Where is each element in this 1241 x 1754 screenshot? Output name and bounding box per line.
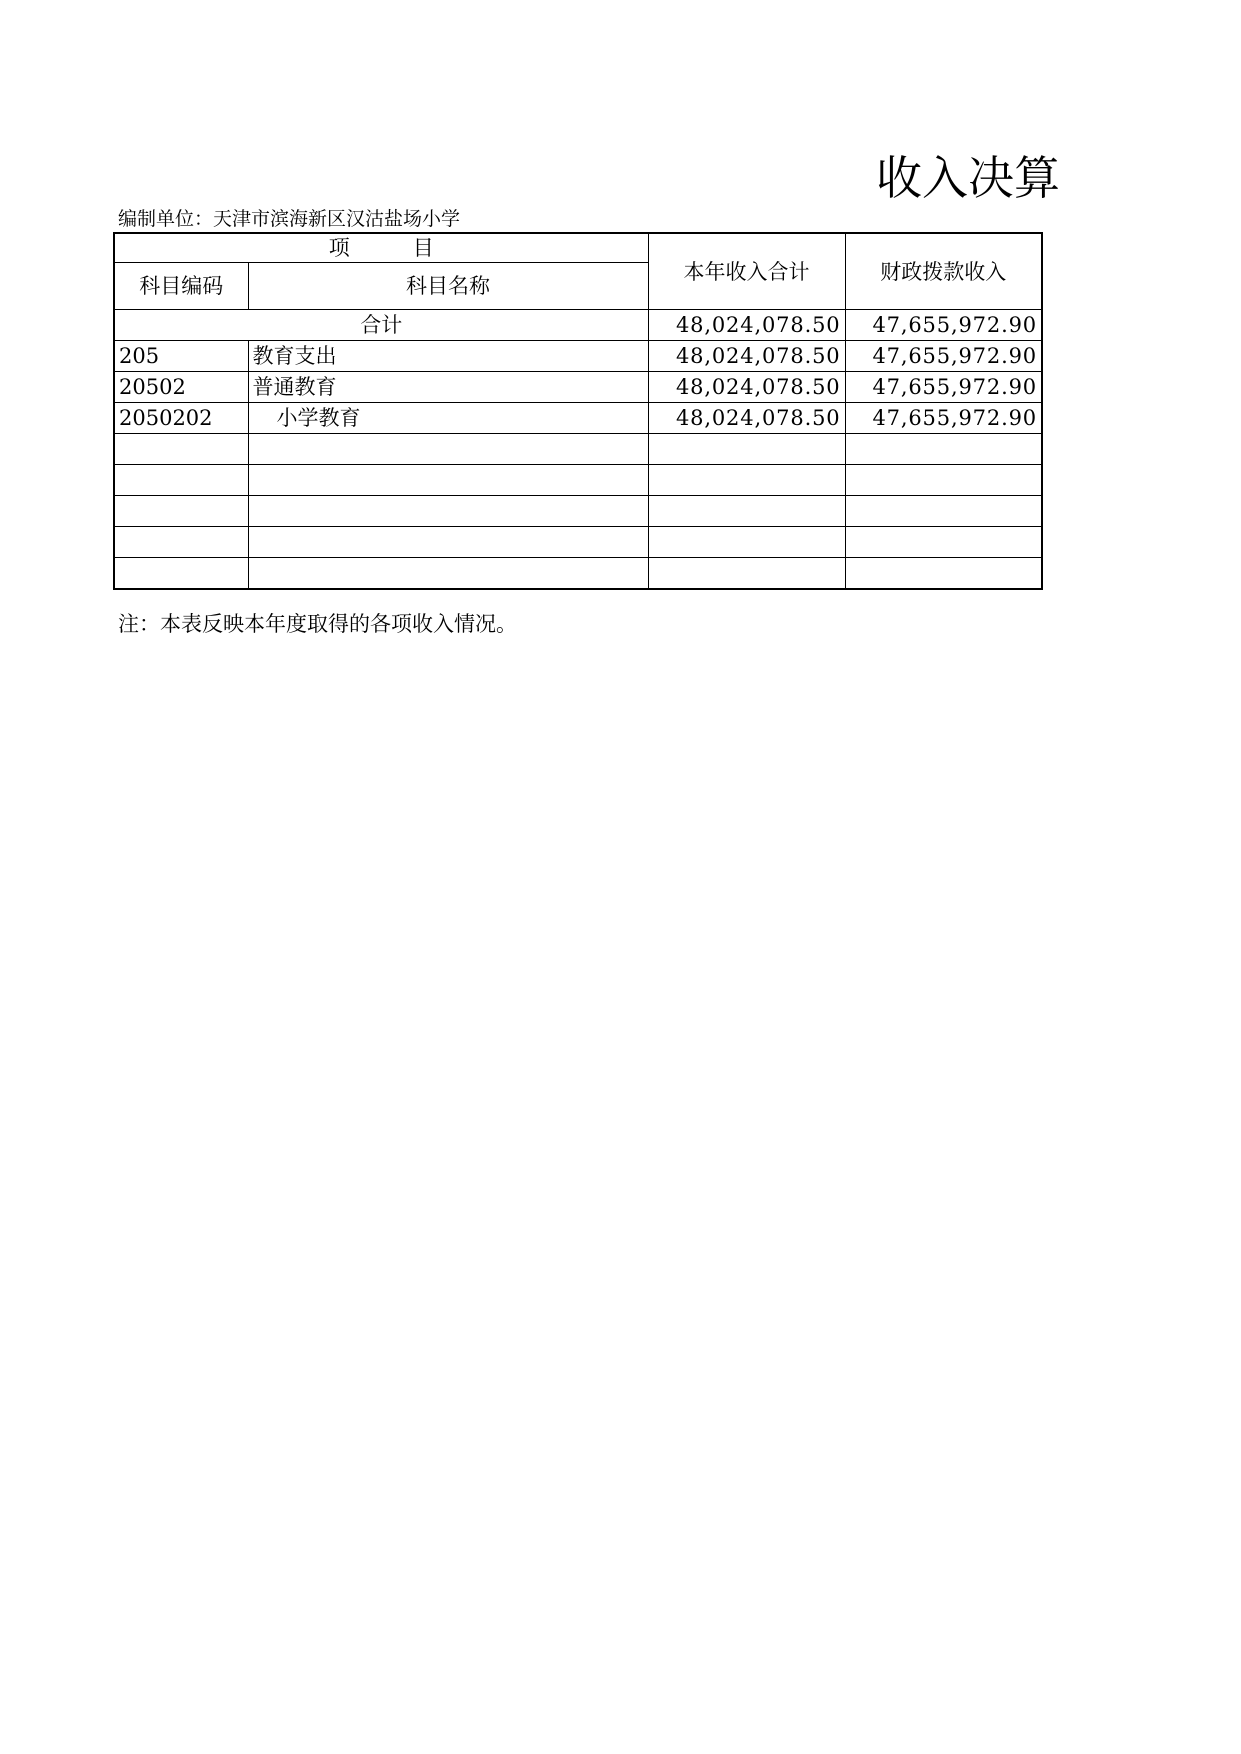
total-fiscal-cell: 47,655,972.90: [845, 310, 1042, 341]
subject-name-cell: 普通教育: [248, 372, 648, 403]
fiscal-income-cell: 47,655,972.90: [845, 403, 1042, 434]
table-row: [114, 372, 1042, 403]
subject-name-cell: 教育支出: [248, 341, 648, 372]
header-total-income: 本年收入合计: [648, 233, 845, 310]
header-fiscal-income: 财政拨款收入: [845, 233, 1042, 310]
empty-cell: [248, 434, 648, 465]
table-row: [114, 403, 1042, 434]
empty-cell: [648, 558, 845, 590]
empty-cell: [845, 527, 1042, 558]
fiscal-income-cell: 47,655,972.90: [845, 372, 1042, 403]
empty-row: [114, 434, 1042, 465]
empty-cell: [248, 465, 648, 496]
subject-code-cell: 205: [114, 341, 248, 372]
empty-cell: [648, 465, 845, 496]
total-row: [114, 310, 1042, 341]
header-subject-name: 科目名称: [248, 263, 648, 310]
total-income-cell: 48,024,078.50: [648, 310, 845, 341]
empty-cell: [648, 496, 845, 527]
total-label: 合计: [114, 310, 648, 341]
empty-row: [114, 465, 1042, 496]
empty-cell: [845, 496, 1042, 527]
table-row: [114, 341, 1042, 372]
empty-cell: [114, 434, 248, 465]
total-income-cell: 48,024,078.50: [648, 341, 845, 372]
compiling-unit: 编制单位：天津市滨海新区汉沽盐场小学: [118, 208, 461, 230]
empty-cell: [114, 527, 248, 558]
page-title: 收入决算: [876, 151, 1060, 205]
empty-cell: [248, 558, 648, 590]
empty-row: [114, 496, 1042, 527]
empty-cell: [845, 558, 1042, 590]
empty-cell: [648, 434, 845, 465]
empty-cell: [845, 465, 1042, 496]
empty-cell: [648, 527, 845, 558]
subject-code-cell: 2050202: [114, 403, 248, 434]
fiscal-income-cell: 47,655,972.90: [845, 341, 1042, 372]
total-income-cell: 48,024,078.50: [648, 372, 845, 403]
empty-row: [114, 558, 1042, 590]
header-subject-code: 科目编码: [114, 263, 248, 310]
empty-row: [114, 527, 1042, 558]
table-note: 注：本表反映本年度取得的各项收入情况。: [118, 612, 517, 636]
subject-code-cell: 20502: [114, 372, 248, 403]
empty-cell: [114, 465, 248, 496]
header-project: 项 目: [114, 233, 648, 263]
empty-cell: [845, 434, 1042, 465]
empty-cell: [114, 496, 248, 527]
total-income-cell: 48,024,078.50: [648, 403, 845, 434]
header-row-1: [114, 233, 1042, 263]
empty-cell: [248, 527, 648, 558]
empty-cell: [248, 496, 648, 527]
subject-name-cell: 小学教育: [248, 403, 648, 434]
income-table: [113, 232, 1043, 590]
empty-cell: [114, 558, 248, 590]
